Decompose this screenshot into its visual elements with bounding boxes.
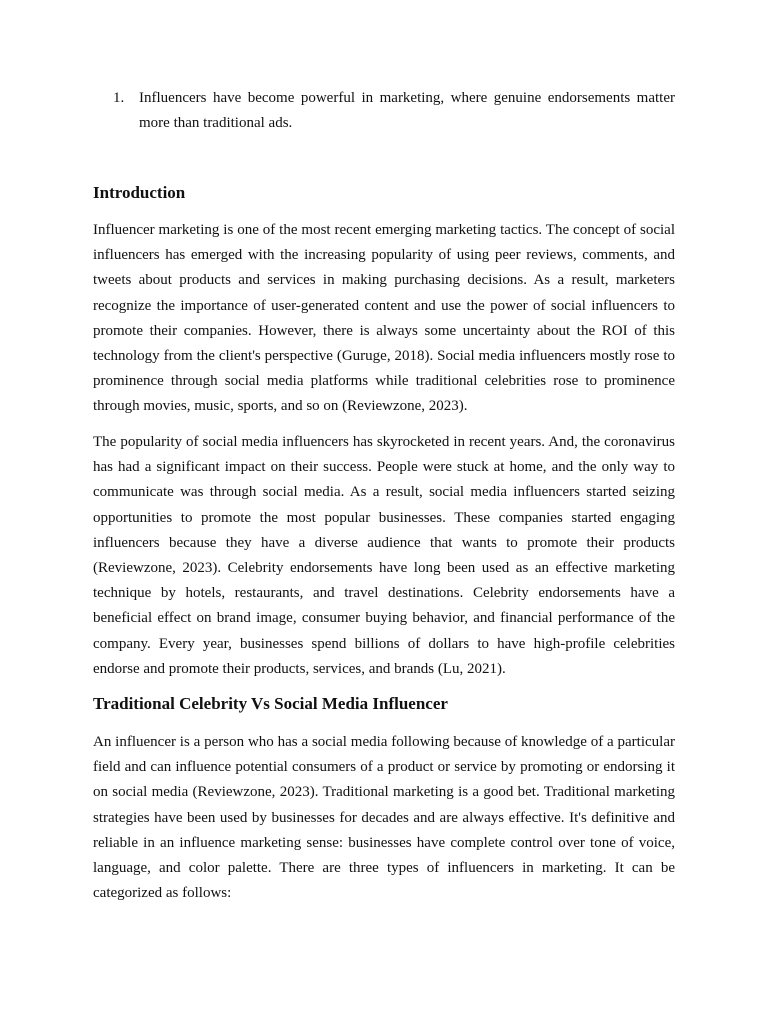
list-item-text: Influencers have become powerful in marketing, where genuine endorsements matter more than traditional ads. <box>139 90 675 131</box>
introduction-paragraph-2: The popularity of social media influencers has skyrocketed in recent years. And, the coronavirus has had a significant impact on their success. People were stuck at home, and the only way to communicate was through social media. As a result, social media influencers started seizing opportunities to promote the most popular businesses. These companies started engaging influencers because they have a diverse audience that wants to promote their products (Reviewzone, 2023). Celebrity endorsements have long been used as an effective marketing technique by hotels, restaurants, and travel destinations. Celebrity endorsements have a beneficial effect on brand image, consumer buying behavior, and financial performance of the company. Every year, businesses spend billions of dollars to have high-profile celebrities endorse and promote their products, services, and brands (Lu, 2021). <box>93 434 675 677</box>
traditional-vs-influencer-heading: Traditional Celebrity Vs Social Media Influencer <box>93 694 448 713</box>
introduction-heading: Introduction <box>93 183 186 202</box>
list-number: 1. <box>113 90 125 106</box>
traditional-paragraph-1: An influencer is a person who has a social media following because of knowledge of a particular field and can influence potential consumers of a product or service by promoting or endorsing it on social media (Reviewzone, 2023). Traditional marketing is a good bet. Traditional marketing strategies have been used by businesses for decades and are always effective. It's definitive and reliable in an influence marketing sense: businesses have complete control over tone of voice, language, and color palette. There are three types of influencers in marketing. It can be categorized as follows: <box>93 734 675 902</box>
numbered-list-item <box>113 86 675 136</box>
introduction-paragraph-1: Influencer marketing is one of the most recent emerging marketing tactics. The concept of social influencers has emerged with the increasing popularity of using peer reviews, comments, and tweets about products and services in making purchasing decisions. As a result, marketers recognize the importance of user-generated content and use the power of social influencers to promote their companies. However, there is always some uncertainty about the ROI of this technology from the client's perspective (Guruge, 2018). Social media influencers mostly rose to prominence through social media platforms while traditional celebrities rose to prominence through movies, music, sports, and so on (Reviewzone, 2023). <box>93 222 675 415</box>
